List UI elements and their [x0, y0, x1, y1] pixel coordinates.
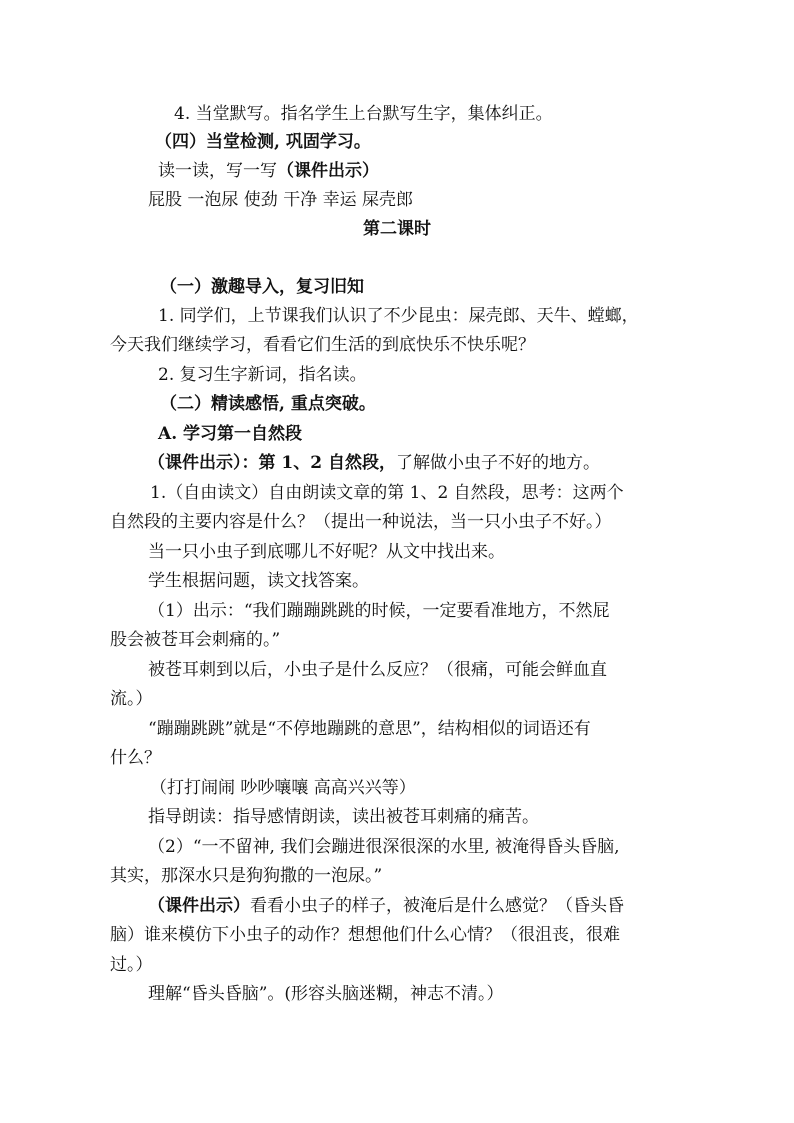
reaction-question-line-2: 流。） [110, 689, 153, 709]
courseware-instruction: （课件出示）：第 1、2 自然段， [148, 453, 396, 473]
quote-1-line-1: （1）出示：“我们蹦蹦跳跳的时候，一定要看准地方，不然屁 [148, 601, 610, 621]
courseware-question-line-3: 过。） [110, 955, 153, 975]
question-1-line-1: 1.（自由读文）自由朗读文章的第 1、2 自然段，思考：这两个 [150, 483, 624, 503]
courseware-tag-2: （课件出示） [148, 896, 250, 916]
find-in-text: 当一只小虫子到底哪儿不好呢？从文中找出来。 [148, 542, 505, 562]
read-write-label: 读一读，写一写 [158, 161, 277, 181]
vocabulary-list: 屁股 一泡尿 使劲 干净 幸运 屎壳郎 [148, 190, 414, 210]
reaction-question-line-1: 被苍耳刺到以后，小虫子是什么反应？（很痛，可能会鲜血直 [148, 660, 607, 680]
read-write-line [158, 160, 379, 182]
quote-2-line-1: （2）“一不留神, 我们会蹦进很深很深的水里, 被淹得昏头昏脑, [148, 837, 620, 857]
students-answer: 学生根据问题，读文找答案。 [148, 571, 369, 591]
courseware-question-line-2: 脑）谁来模仿下小虫子的动作？想想他们什么心情？（很沮丧，很难 [110, 925, 620, 945]
part-a-heading: A. 学习第一自然段 [158, 424, 303, 444]
courseware-question-line-1 [148, 895, 624, 917]
courseware-question-text: 看看小虫子的样子，被淹后是什么感觉？（昏头昏 [250, 896, 624, 916]
section-heading-2: （二）精读感悟, 重点突破。 [160, 394, 376, 414]
section-heading-4: （四）当堂检测, 巩固学习。 [155, 132, 371, 152]
review-paragraph-line-1: 1. 同学们，上节课我们认识了不少昆虫：屎壳郎、天牛、螳螂， [158, 306, 639, 326]
reading-guidance-1: 指导朗读：指导感情朗读，读出被苍耳刺痛的痛苦。 [148, 807, 539, 827]
quote-1-line-2: 股会被苍耳会刺痛的。” [110, 630, 281, 650]
courseware-goal: 了解做小虫子不好的地方。 [396, 453, 600, 473]
courseware-tag: （课件出示） [277, 161, 379, 181]
quote-2-line-2: 其实，那深水只是狗狗撒的一泡尿。” [110, 866, 383, 886]
lesson-title: 第二课时 [363, 219, 431, 239]
step-4-dictation: 4. 当堂默写。指名学生上台默写生字，集体纠正。 [174, 104, 553, 124]
section-heading-1: （一）激趣导入，复习旧知 [160, 277, 364, 297]
word-structure-line-1: “蹦蹦跳跳”就是“不停地蹦跳的意思”，结构相似的词语还有 [148, 719, 591, 739]
courseware-paragraph-1-2 [148, 452, 600, 474]
understand-phrase: 理解“昏头昏脑”。(形容头脑迷糊，神志不清。） [148, 984, 504, 1004]
review-step-2: 2. 复习生字新词，指名读。 [158, 365, 367, 385]
question-1-line-2: 自然段的主要内容是什么？（提出一种说法，当一只小虫子不好。） [110, 512, 612, 532]
review-paragraph-line-2: 今天我们继续学习，看看它们生活的到底快乐不快乐呢？ [110, 335, 535, 355]
similar-words: （打打闹闹 吵吵嚷嚷 高高兴兴等） [150, 778, 416, 798]
word-structure-line-2: 什么？ [110, 748, 161, 768]
